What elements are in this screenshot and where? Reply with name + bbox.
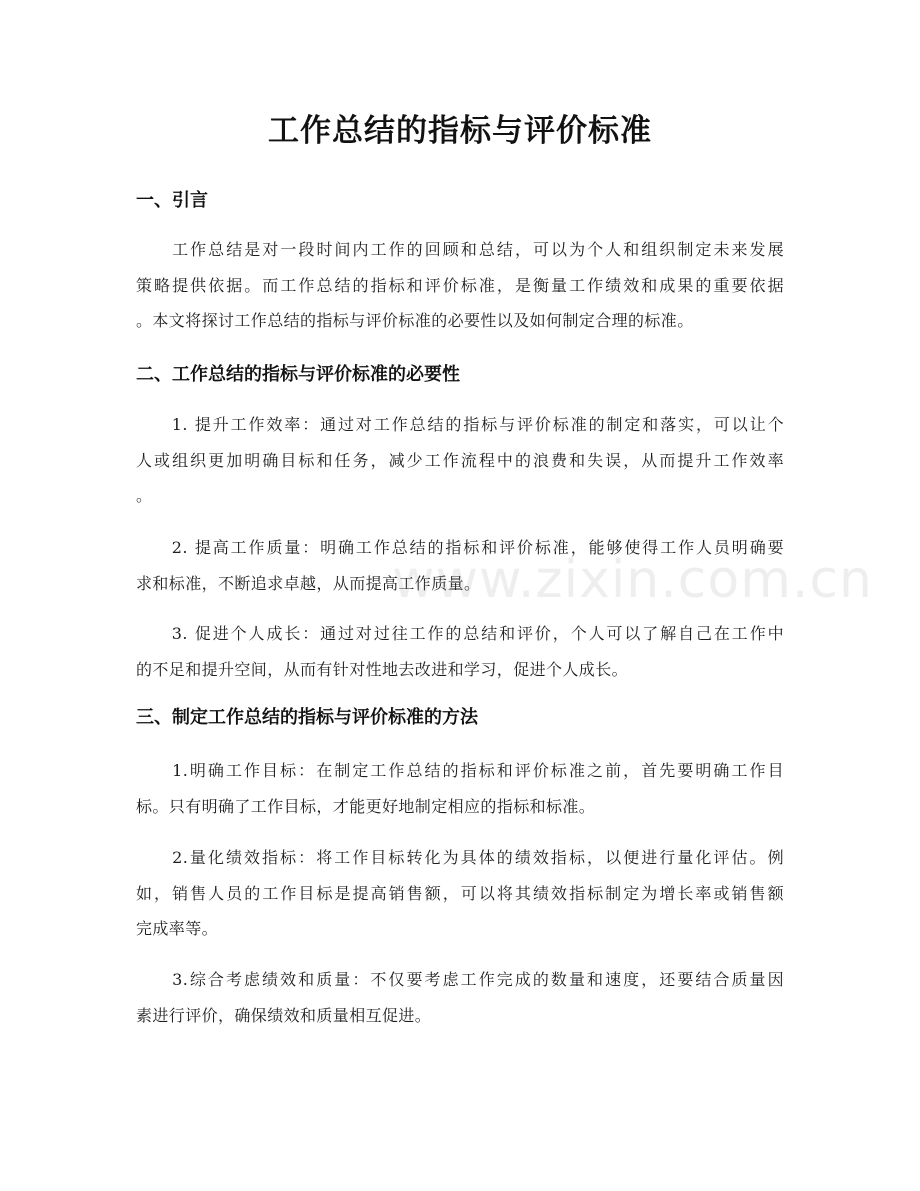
paragraph-line: 求和标准，不断追求卓越，从而提高工作质量。	[136, 573, 481, 593]
paragraph-necessity-3	[136, 616, 784, 687]
paragraph-line: 策略提供依据。而工作总结的指标和评价标准，是衡量工作绩效和成果的重要依据	[136, 275, 784, 295]
paragraph-line: 3. 促进个人成长：通过对过往工作的总结和评价，个人可以了解自己在工作中	[136, 624, 784, 643]
paragraph-line: 2. 提高工作质量：明确工作总结的指标和评价标准，能够使得工作人员明确要	[136, 538, 784, 557]
paragraph-necessity-1	[136, 407, 784, 514]
paragraph-intro	[136, 232, 784, 339]
paragraph-line: 1. 提升工作效率：通过对工作总结的指标与评价标准的制定和落实，可以让个	[136, 415, 784, 434]
paragraph-line: 。本文将探讨工作总结的指标与评价标准的必要性以及如何制定合理的标准。	[136, 311, 694, 330]
paragraph-line: 2.量化绩效指标：将工作目标转化为具体的绩效指标，以便进行量化评估。例	[136, 848, 784, 867]
paragraph-line: 3.综合考虑绩效和质量：不仅要考虑工作完成的数量和速度，还要结合质量因	[136, 970, 784, 989]
paragraph-line: 素进行评价，确保绩效和质量相互促进。	[136, 1005, 432, 1025]
paragraph-line: 人或组织更加明确目标和任务，减少工作流程中的浪费和失误，从而提升工作效率	[136, 450, 784, 470]
paragraph-methods-2	[136, 840, 784, 947]
paragraph-line: 工作总结是对一段时间内工作的回顾和总结，可以为个人和组织制定未来发展	[136, 240, 784, 259]
section-heading-intro: 一、引言	[136, 190, 208, 211]
paragraph-line: 标。只有明确了工作目标，才能更好地制定相应的指标和标准。	[136, 796, 596, 816]
paragraph-methods-1	[136, 753, 784, 824]
paragraph-line: 。	[136, 486, 153, 505]
paragraph-line: 的不足和提升空间，从而有针对性地去改进和学习，促进个人成长。	[136, 659, 629, 679]
paragraph-line: 如，销售人员的工作目标是提高销售额，可以将其绩效指标制定为增长率或销售额	[136, 883, 784, 903]
document-title: 工作总结的指标与评价标准	[268, 113, 652, 149]
paragraph-methods-3	[136, 962, 784, 1033]
paragraph-line: 1.明确工作目标：在制定工作总结的指标和评价标准之前，首先要明确工作目	[136, 761, 784, 780]
section-heading-necessity: 二、工作总结的指标与评价标准的必要性	[136, 364, 460, 385]
watermark: www.zixin.com.cn	[392, 550, 873, 610]
section-heading-methods: 三、制定工作总结的指标与评价标准的方法	[136, 707, 478, 728]
paragraph-line: 完成率等。	[136, 919, 219, 938]
